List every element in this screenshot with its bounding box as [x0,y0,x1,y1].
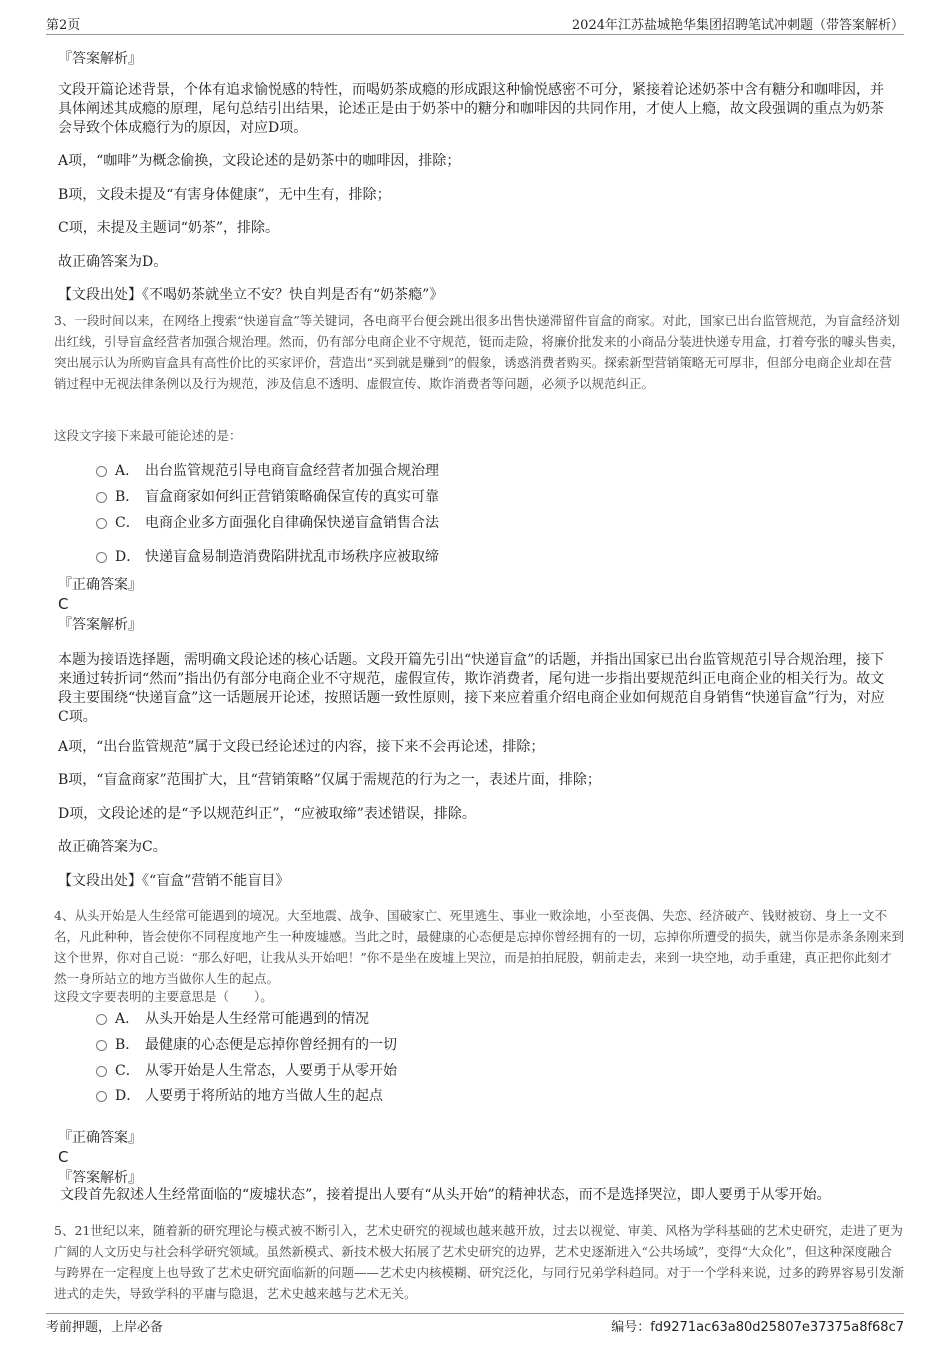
option-text: 盲盒商家如何纠正营销策略确保宣传的真实可靠 [145,489,439,505]
option-letter: B． [115,489,140,505]
option-text: 电商企业多方面强化自律确保快递盲盒销售合法 [145,515,439,531]
q3-question: 3、一段时间以来，在网络上搜索“快递盲盒”等关键词，各电商平台便会跳出很多出售快递滞留件盲盒的商家。对此，国家已出台监管规范，为盲盒经济划出红线，引导盲盒经营者加强合规治理。然而，仍有部分电商企业不守规范，铤而走险，将廉价批发来的小商品分装进快递专用盒，打着夸张的噱头售卖，突出展示认为所购盲盒具有高性价比的买家评价，营造出“买到就是赚到”的假象，诱惑消费者购买。探索新型营销策略无可厚非，但部分电商企业却在营销过程中无视法律条例以及行为规范，涉及信息不透明、虚假宣传、欺诈消费者等问题，必须予以规范纠正。 [54,313,905,391]
q4-answer: C [58,1148,69,1166]
q4-option-d[interactable] [96,1086,383,1106]
option-letter: D． [115,1088,141,1104]
q3-option-b-analysis: B项，“盲盒商家”范围扩大，且“营销策略”仅属于需规范的行为之一，表述片面，排除； [58,772,601,788]
radio-icon[interactable] [96,1091,107,1102]
q3-prompt: 这段文字接下来最可能论述的是： [54,428,242,443]
q2-analysis-tag: 『答案解析』 [58,51,142,67]
q5-question: 5、21世纪以来，随着新的研究理论与模式被不断引入，艺术史研究的视域也越来越开放，过去以视觉、审美、风格为学科基础的艺术史研究，走进了更为广阔的人文历史与社会科学研究领域。虽然新模式、新技术极大拓展了艺术史研究的边界，艺术史逐渐进入“公共场域”，变得“大众化”，但这种深度融合与跨界在一定程度上也导致了艺术史研究面临新的问题——艺术史内核模糊、研究泛化，与同行兄弟学科趋同。对于一个学科来说，过多的跨界容易引发渐进式的走失，导致学科的平庸与隐退，艺术史越来越与艺术无关。 [54,1223,905,1301]
option-text: 人要勇于将所站的地方当做人生的起点 [145,1088,383,1104]
q4-question: 4、从头开始是人生经常可能遇到的境况。大至地震、战争、国破家亡、死里逃生、事业一败涂地，小至丧偶、失恋、经济破产、钱财被窃、身上一文不名，凡此种种，皆会使你不同程度地产生一种废墟感。当此之时，最健康的心态便是忘掉你曾经拥有的一切，忘掉你所遭受的损失，就当你是赤条条刚来到这个世界，你对自己说：“那么好吧，让我从头开始吧！”你不是坐在废墟上哭泣，而是拍拍屁股，朝前走去，来到一块空地，动手重建，真正把你此刻才然一身所站立的地方当做你人生的起点。 [54,908,905,986]
page-number: 第2页 [46,18,81,33]
q3-option-a[interactable] [96,461,439,481]
page-footer [46,1313,904,1336]
q2-option-b-analysis: B项，文段未提及“有害身体健康”，无中生有，排除； [58,187,391,203]
option-text: 从零开始是人生常态，人要勇于从零开始 [145,1063,397,1079]
document-id: 编号：fd9271ac63a80d25807e37375a8f68c7 [611,1320,904,1335]
q3-option-b[interactable] [96,487,439,507]
option-text: 快递盲盒易制造消费陷阱扰乱市场秩序应被取缔 [145,549,439,565]
q4-prompt: 这段文字要表明的主要意思是（ ）。 [54,989,273,1004]
q2-analysis: 文段开篇论述背景，个体有追求愉悦感的特性，而喝奶茶成瘾的形成跟这种愉悦感密不可分，紧接着论述奶茶中含有糖分和咖啡因，并具体阐述其成瘾的原理，尾句总结引出结果，论述正是由于奶茶中的糖分和咖啡因的共同作用，才使人上瘾，故文段强调的重点为奶茶会导致个体成瘾行为的原因，对应D项。 [58,82,884,136]
q3-analysis-tag: 『答案解析』 [58,617,142,633]
radio-icon[interactable] [96,552,107,563]
option-letter: B． [115,1037,140,1053]
q2-option-c-analysis: C项，未提及主题词“奶茶”，排除。 [58,220,280,236]
q4-option-b[interactable] [96,1035,397,1055]
q4-answer-tag: 『正确答案』 [58,1130,142,1146]
option-letter: C． [115,515,140,531]
option-text: 出台监管规范引导电商盲盒经营者加强合规治理 [145,463,439,479]
q4-option-a[interactable] [96,1009,369,1029]
radio-icon[interactable] [96,518,107,529]
q3-option-d[interactable] [96,547,439,567]
radio-icon[interactable] [96,1040,107,1051]
option-letter: A． [115,463,140,479]
q3-option-a-analysis: A项，“出台监管规范”属于文段已经论述过的内容，接下来不会再论述，排除； [58,739,545,755]
q3-answer-tag: 『正确答案』 [58,577,142,593]
q3-option-c[interactable] [96,513,439,533]
q4-analysis: 文段首先叙述人生经常面临的“废墟状态”，接着提出人要有“从头开始”的精神状态，而不是选择哭泣，即人要勇于从零开始。 [60,1187,831,1203]
q3-conclusion: 故正确答案为C。 [58,839,167,855]
q3-answer: C [58,595,69,613]
radio-icon[interactable] [96,1014,107,1025]
radio-icon[interactable] [96,1066,107,1077]
q3-source: 【文段出处】《“盲盒”营销不能盲目》 [58,873,290,889]
q3-analysis: 本题为接语选择题，需明确文段论述的核心话题。文段开篇先引出“快递盲盒”的话题，并指出国家已出台监管规范引导合规治理，接下来通过转折词“然而”指出仍有部分电商企业不守规范，虚假宣传，欺诈消费者，尾句进一步指出要规范纠正电商企业的相关行为。故文段主要围绕“快递盲盒”这一话题展开论述，按照话题一致性原则，接下来应着重介绍电商企业如何规范自身销售“快递盲盒”行为，对应C项。 [58,652,885,725]
option-letter: C． [115,1063,140,1079]
radio-icon[interactable] [96,466,107,477]
q2-option-a-analysis: A项，“咖啡”为概念偷换，文段论述的是奶茶中的咖啡因，排除； [58,153,461,169]
q4-analysis-tag: 『答案解析』 [58,1170,142,1186]
radio-icon[interactable] [96,492,107,503]
q2-conclusion: 故正确答案为D。 [58,254,168,270]
footer-slogan: 考前押题，上岸必备 [46,1320,164,1335]
document-title: 2024年江苏盐城艳华集团招聘笔试冲刺题（带答案解析） [571,18,904,33]
option-text: 最健康的心态便是忘掉你曾经拥有的一切 [145,1037,397,1053]
q2-source: 【文段出处】《不喝奶茶就坐立不安？快自判是否有“奶茶瘾”》 [58,287,444,303]
option-text: 从头开始是人生经常可能遇到的情况 [145,1011,369,1027]
q3-option-d-analysis: D项，文段论述的是“予以规范纠正”，“应被取缔”表述错误，排除。 [58,806,476,822]
option-letter: A． [115,1011,140,1027]
q4-option-c[interactable] [96,1061,397,1081]
option-letter: D． [115,549,141,565]
page-header [46,14,904,35]
